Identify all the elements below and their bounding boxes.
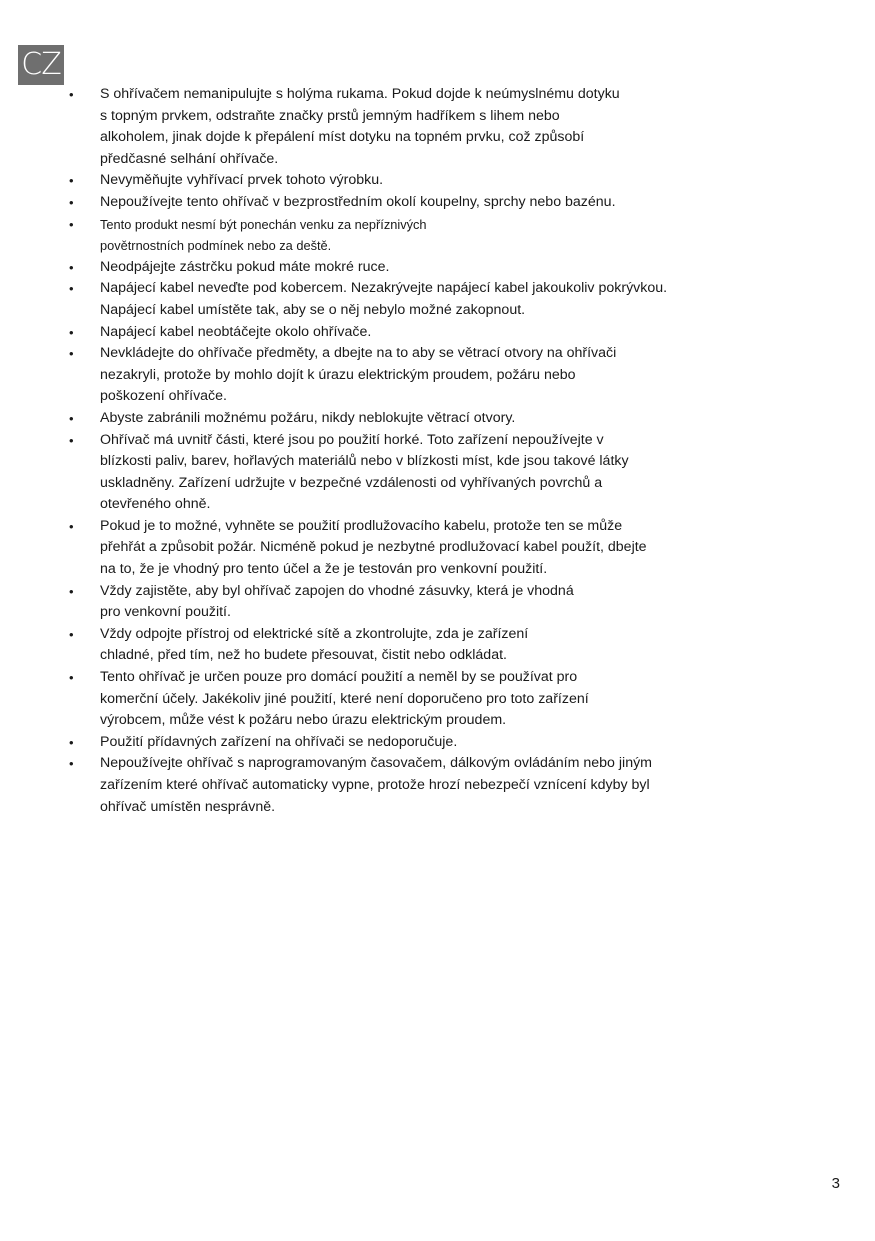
instruction-text: Nepoužívejte ohřívač s naprogramovaným časovačem, dálkovým ovládáním nebo jiným zařízením které ohřívač automaticky vypne, protože hrozí nebezpečí vznícení kdyby byl ohřívač umístěn nesprávně. (100, 755, 652, 815)
bullet-icon: • (69, 173, 74, 189)
list-item (66, 667, 590, 732)
bullet-icon: • (69, 670, 74, 686)
instruction-text: S ohřívačem nemanipulujte s holýma rukama. Pokud dojde k neúmyslnému dotyku s topným prvkem, odstraňte značky prstů jemným hadříkem s lihem nebo alkoholem, jinak dojde k přepálení míst dotyku na topném prvku, což způsobí předčasné selhání ohřívače. (100, 86, 620, 167)
bullet-icon: • (69, 324, 74, 340)
bullet-icon: • (69, 626, 74, 642)
instruction-text: Vždy zajistěte, aby byl ohřívač zapojen do vhodné zásuvky, která je vhodná pro venkovní použití. (100, 582, 574, 621)
instruction-text: Nepoužívejte tento ohřívač v bezprostředním okolí koupelny, sprchy nebo bazénu. (100, 193, 616, 210)
list-item (66, 343, 640, 408)
instruction-text: Tento produkt nesmí být ponechán venku za nepříznivých povětrnostních podmínek nebo za deště. (100, 216, 427, 254)
instruction-text: Vždy odpojte přístroj od elektrické sítě a zkontrolujte, zda je zařízení chladné, před tím, než ho budete přesouvat, čistit nebo odkládat. (100, 625, 529, 664)
bullet-icon: • (69, 194, 74, 210)
list-item (66, 581, 590, 624)
instruction-text: Pokud je to možné, vyhněte se použití prodlužovacího kabelu, protože ten se může přehřát a způsobit požár. Nicméně pokud je nezbytné prodlužovací kabel použít, dbejte na to, že je vhodný pro tento účel a že je testován pro venkovní použití. (100, 517, 647, 578)
list-item (66, 192, 640, 214)
bullet-icon: • (69, 432, 74, 448)
language-badge: CZ (18, 45, 64, 85)
bullet-icon: • (69, 259, 74, 275)
safety-instructions-list (66, 84, 666, 818)
instruction-text: Tento ohřívač je určen pouze pro domácí použití a neměl by se používat pro komerční účely. Jakékoliv jiné použití, které není doporučeno pro toto zařízení výrobcem, může vést k požáru nebo úrazu elektrickým proudem. (100, 669, 589, 729)
bullet-icon: • (69, 346, 74, 362)
instruction-text: Ohřívač má uvnitř části, které jsou po použití horké. Toto zařízení nepoužívejte v blízkosti paliv, barev, hořlavých materiálů nebo v blízkosti míst, kde jsou takové látky uskladněny. Zařízení udržujte v bezpečné vzdálenosti od vyhřívaných povrchů a otevřeného ohně. (100, 431, 629, 513)
list-item (66, 214, 510, 257)
list-item (66, 257, 666, 279)
list-item (66, 516, 660, 581)
bullet-icon: • (69, 518, 74, 534)
list-item (66, 624, 580, 667)
bullet-icon: • (69, 756, 74, 772)
instruction-text: Napájecí kabel neveďte pod kobercem. Nezakrývejte napájecí kabel jakoukoliv pokrývkou. Napájecí kabel umístěte tak, aby se o něj nebylo možné zakopnout. (100, 280, 668, 318)
instruction-text: Nevyměňujte vyhřívací prvek tohoto výrobku. (100, 172, 384, 189)
list-item (66, 84, 620, 170)
list-item (66, 278, 675, 321)
instruction-text: Abyste zabránili možnému požáru, nikdy neblokujte větrací otvory. (100, 409, 516, 426)
bullet-icon: • (69, 87, 74, 102)
list-item (66, 753, 660, 818)
instruction-text: Napájecí kabel neobtáčejte okolo ohřívače. (100, 323, 372, 340)
instruction-text: Neodpájejte zástrčku pokud máte mokré ruce. (100, 258, 390, 275)
list-item (66, 408, 666, 430)
instruction-text: Použití přídavných zařízení na ohřívači se nedoporučuje. (100, 733, 458, 750)
page-number: 3 (831, 1175, 840, 1192)
bullet-icon: • (69, 583, 74, 599)
bullet-icon: • (69, 281, 74, 297)
instruction-text: Nevkládejte do ohřívače předměty, a dbejte na to aby se větrací otvory na ohřívači nezakryli, protože by mohlo dojít k úrazu elektrickým proudem, požáru nebo poškození ohřívače. (100, 345, 617, 405)
bullet-icon: • (69, 410, 74, 426)
bullet-icon: • (69, 734, 74, 750)
list-item (66, 732, 666, 754)
list-item (66, 322, 666, 344)
list-item (66, 430, 630, 516)
list-item (66, 170, 666, 192)
bullet-icon: • (69, 216, 74, 232)
